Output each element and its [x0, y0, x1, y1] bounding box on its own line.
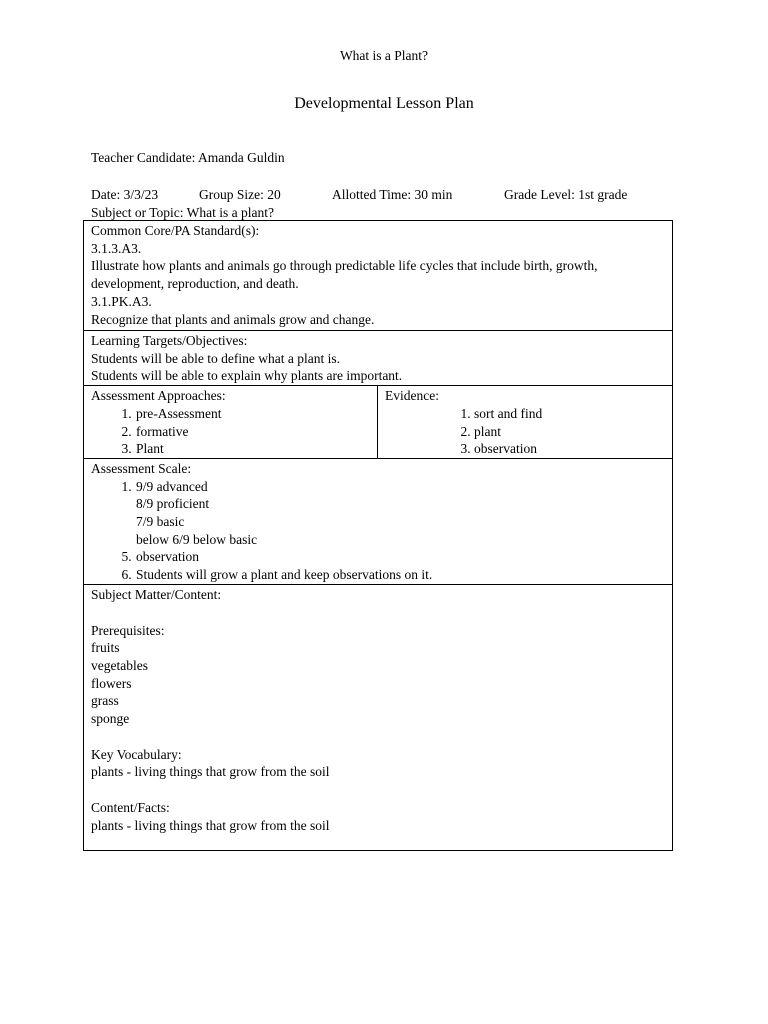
evidence-list — [385, 405, 665, 458]
evidence-heading: Evidence: — [385, 388, 439, 404]
objectives-heading: Learning Targets/Objectives: — [91, 333, 248, 348]
assessment-scale-cell — [84, 458, 673, 584]
vocabulary-heading: Key Vocabulary: — [91, 746, 182, 762]
list-item: 1. 9/9 advanced — [135, 478, 665, 496]
standards-row — [84, 221, 673, 331]
objectives-cell — [84, 331, 673, 386]
list-item: 5. observation — [135, 548, 665, 566]
list-item: 2. plant — [474, 423, 665, 441]
standards-cell — [84, 221, 673, 331]
list-item: 6. Students will grow a plant and keep observations on it. — [135, 566, 665, 584]
scale-list — [91, 478, 665, 584]
list-item-continuation: below 6/9 below basic — [136, 531, 258, 547]
assessment-heading: Assessment Approaches: — [91, 388, 226, 404]
objective-line: Students will be able to define what a plant is. — [91, 350, 340, 366]
list-item-continuation: 8/9 proficient — [136, 496, 210, 512]
assessment-row — [84, 386, 673, 459]
prerequisite-item: fruits — [91, 640, 120, 656]
list-item: 3. observation — [474, 440, 665, 458]
prerequisite-item: grass — [91, 693, 119, 709]
list-item: 3. Plant — [135, 440, 370, 458]
subject-topic: Subject or Topic: What is a plant? — [91, 205, 275, 220]
vocabulary-item: plants - living things that grow from the soil — [91, 764, 330, 780]
list-item-continuation: 7/9 basic — [136, 514, 185, 530]
prerequisite-item: sponge — [91, 711, 130, 727]
standard-text: Illustrate how plants and animals go through predictable life cycles that include birth, growth, development, reproduction, and death. — [91, 258, 598, 292]
content-row — [84, 584, 673, 850]
scale-row — [84, 458, 673, 584]
date: Date: 3/3/23 — [91, 187, 159, 202]
standard-code: 3.1.3.A3. — [91, 240, 142, 256]
list-item: 1. pre-Assessment — [135, 405, 370, 423]
standard-text: Recognize that plants and animals grow and change. — [91, 311, 375, 327]
group-size: Group Size: 20 — [199, 187, 281, 202]
evidence-cell — [378, 386, 673, 459]
document-title: Developmental Lesson Plan — [294, 95, 474, 112]
list-item: 1. sort and find — [474, 405, 665, 423]
facts-heading: Content/Facts: — [91, 800, 170, 816]
facts-item: plants - living things that grow from the soil — [91, 817, 330, 833]
teacher-candidate: Teacher Candidate: Amanda Guldin — [91, 150, 285, 165]
standards-heading: Common Core/PA Standard(s): — [91, 223, 260, 238]
scale-heading: Assessment Scale: — [91, 460, 192, 476]
lesson-plan-table — [83, 220, 673, 851]
assessment-list — [91, 405, 370, 458]
allotted-time: Allotted Time: 30 min — [332, 187, 453, 202]
prerequisite-item: vegetables — [91, 657, 148, 673]
objective-line: Students will be able to explain why plants are important. — [91, 368, 403, 384]
prerequisites-heading: Prerequisites: — [91, 622, 165, 638]
prerequisite-item: flowers — [91, 675, 132, 691]
content-heading: Subject Matter/Content: — [91, 586, 222, 602]
grade-level: Grade Level: 1st grade — [504, 187, 628, 202]
objectives-row — [84, 331, 673, 386]
list-item: 2. formative — [135, 423, 370, 441]
standard-code: 3.1.PK.A3. — [91, 293, 152, 309]
header-title: What is a Plant? — [339, 48, 429, 63]
subject-matter-cell — [84, 584, 673, 850]
assessment-approaches-cell — [84, 386, 378, 459]
